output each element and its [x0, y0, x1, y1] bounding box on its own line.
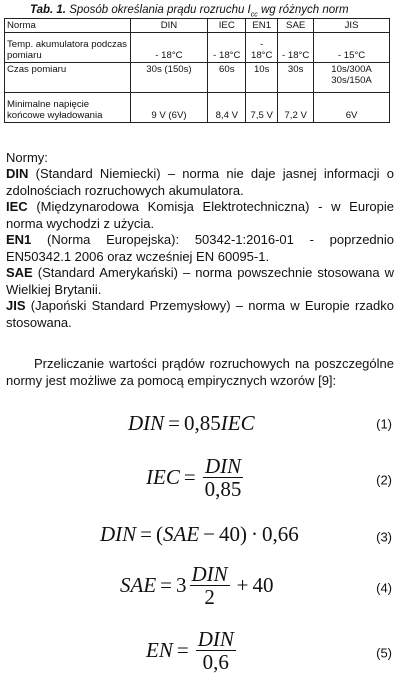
table-cell: 30s: [278, 63, 314, 93]
equation-formula: [120, 563, 274, 608]
table-cell: 6V: [314, 93, 390, 123]
fraction: [203, 455, 244, 500]
table-caption: [30, 4, 400, 18]
table-cell: - 18°C: [130, 33, 208, 63]
norm-abbr: DIN: [6, 166, 29, 181]
equation-1: [0, 399, 406, 449]
table-cell: - 18°C: [278, 33, 314, 63]
multiply-dot: ·: [251, 522, 259, 546]
table-cell: 10s/300A 30s/150A: [314, 63, 390, 93]
norms-heading: Normy:: [6, 150, 48, 165]
equation-number: (4): [376, 580, 392, 596]
fraction-numerator: DIN: [204, 454, 242, 478]
open-paren: (: [156, 522, 164, 546]
table-cell: 30s (150s): [130, 63, 208, 93]
eq-lhs: DIN: [128, 411, 165, 435]
fraction-denominator: 0,6: [202, 650, 229, 674]
caption-text: Sposób określania prądu rozruchu I: [69, 4, 251, 16]
norm-desc: (Standard Amerykański) – norma powszechnie stosowana w Wielkiej Brytanii.: [6, 265, 394, 297]
eq-lhs: DIN: [100, 522, 137, 546]
table-row: [5, 63, 390, 93]
equals-sign: =: [168, 411, 181, 435]
eq-const: 40: [219, 522, 241, 546]
equals-sign: =: [176, 638, 189, 662]
norm-desc: (Norma Europejska): 50342-1:2016-01 - poprzednio EN50342.1 2006 oraz wcześniej EN 60095-1.: [6, 232, 394, 264]
fraction-denominator: 0,85: [204, 477, 242, 501]
norm-abbr: EN1: [6, 232, 32, 247]
eq-coef: 3: [176, 573, 187, 597]
plus-sign: +: [236, 573, 249, 597]
norm-iec-paragraph: [6, 199, 394, 232]
header-sae: SAE: [278, 19, 314, 33]
norm-din-paragraph: [6, 166, 394, 199]
table-row: [5, 93, 390, 123]
equals-sign: =: [183, 465, 196, 489]
eq-lhs: IEC: [146, 465, 180, 489]
equals-sign: =: [160, 573, 172, 597]
table-header-row: [5, 19, 390, 33]
equation-number: (1): [376, 416, 392, 432]
table-cell: 8,4 V: [208, 93, 246, 123]
header-iec: IEC: [208, 19, 246, 33]
eq-coef: 0,85: [184, 411, 221, 435]
norm-abbr: SAE: [6, 265, 33, 280]
table-cell: 7,5 V: [246, 93, 278, 123]
caption-prefix: Tab. 1.: [30, 4, 66, 16]
fraction-denominator: 2: [204, 585, 215, 609]
equation-formula: [100, 522, 299, 547]
row-label: Czas pomiaru: [5, 63, 131, 93]
eq-lhs: SAE: [120, 573, 157, 597]
row-label: Minimalne napięcie końcowe wyładowania: [5, 93, 131, 123]
equation-formula: [146, 455, 246, 500]
row-label: Temp. akumulatora podczas pomiaru: [5, 33, 131, 63]
norm-desc: (Japoński Standard Przemysłowy) – norma w Europie rzadko stosowana.: [6, 298, 394, 330]
close-paren: ): [240, 522, 248, 546]
fraction: [196, 628, 236, 673]
norm-desc: (Międzynarodowa Komisja Elektrotechniczna) - w Europie norma wychodzi z użycia.: [6, 199, 394, 231]
table-row: [5, 33, 390, 63]
eq-var: IEC: [220, 411, 255, 435]
table-cell: 60s: [208, 63, 246, 93]
equals-sign: =: [140, 522, 153, 546]
eq-mult: 0,66: [262, 522, 299, 546]
fraction-numerator: DIN: [197, 627, 234, 651]
eq-const: 40: [252, 573, 274, 597]
fraction-numerator: DIN: [191, 562, 228, 586]
equation-formula: [128, 411, 255, 436]
equation-number: (5): [376, 645, 392, 661]
table-cell: - 18°C: [208, 33, 246, 63]
caption-suffix: wg różnych norm: [257, 4, 349, 16]
header-din: DIN: [130, 19, 208, 33]
header-jis: JIS: [314, 19, 390, 33]
table-cell: 9 V (6V): [130, 93, 208, 123]
table-cell: 10s: [246, 63, 278, 93]
norm-sae-paragraph: [6, 265, 394, 298]
norm-desc: (Standard Niemiecki) – norma nie daje jasnej informacji o zdolnościach rozruchowych akumulatora.: [6, 166, 394, 198]
table-cell: - 18°C: [246, 33, 278, 63]
norm-en1-paragraph: [6, 232, 394, 265]
fraction: [190, 563, 230, 608]
equation-3: [0, 512, 406, 562]
norm-abbr: JIS: [6, 298, 26, 313]
equation-number: (2): [376, 472, 392, 488]
caption-subscript: cc: [250, 11, 258, 19]
norm-jis-paragraph: [6, 298, 394, 331]
equation-4: [0, 563, 406, 613]
table-cell: 7,2 V: [278, 93, 314, 123]
eq-lhs: EN: [146, 638, 173, 662]
equation-number: (3): [376, 529, 392, 545]
equation-formula: [146, 628, 239, 673]
header-en1: EN1: [246, 19, 278, 33]
equation-5: [0, 628, 406, 678]
norm-abbr: IEC: [6, 199, 28, 214]
equation-2: [0, 455, 406, 505]
minus-sign: −: [203, 522, 216, 546]
table-cell: - 15°C: [314, 33, 390, 63]
norms-table: [4, 18, 390, 123]
header-norma: Norma: [5, 19, 131, 33]
intro-paragraph: Przeliczanie wartości prądów rozruchowych na poszczególne normy jest możliwe za pomocą empirycznych wzorów [9]:: [6, 356, 394, 388]
eq-var: SAE: [163, 522, 200, 546]
